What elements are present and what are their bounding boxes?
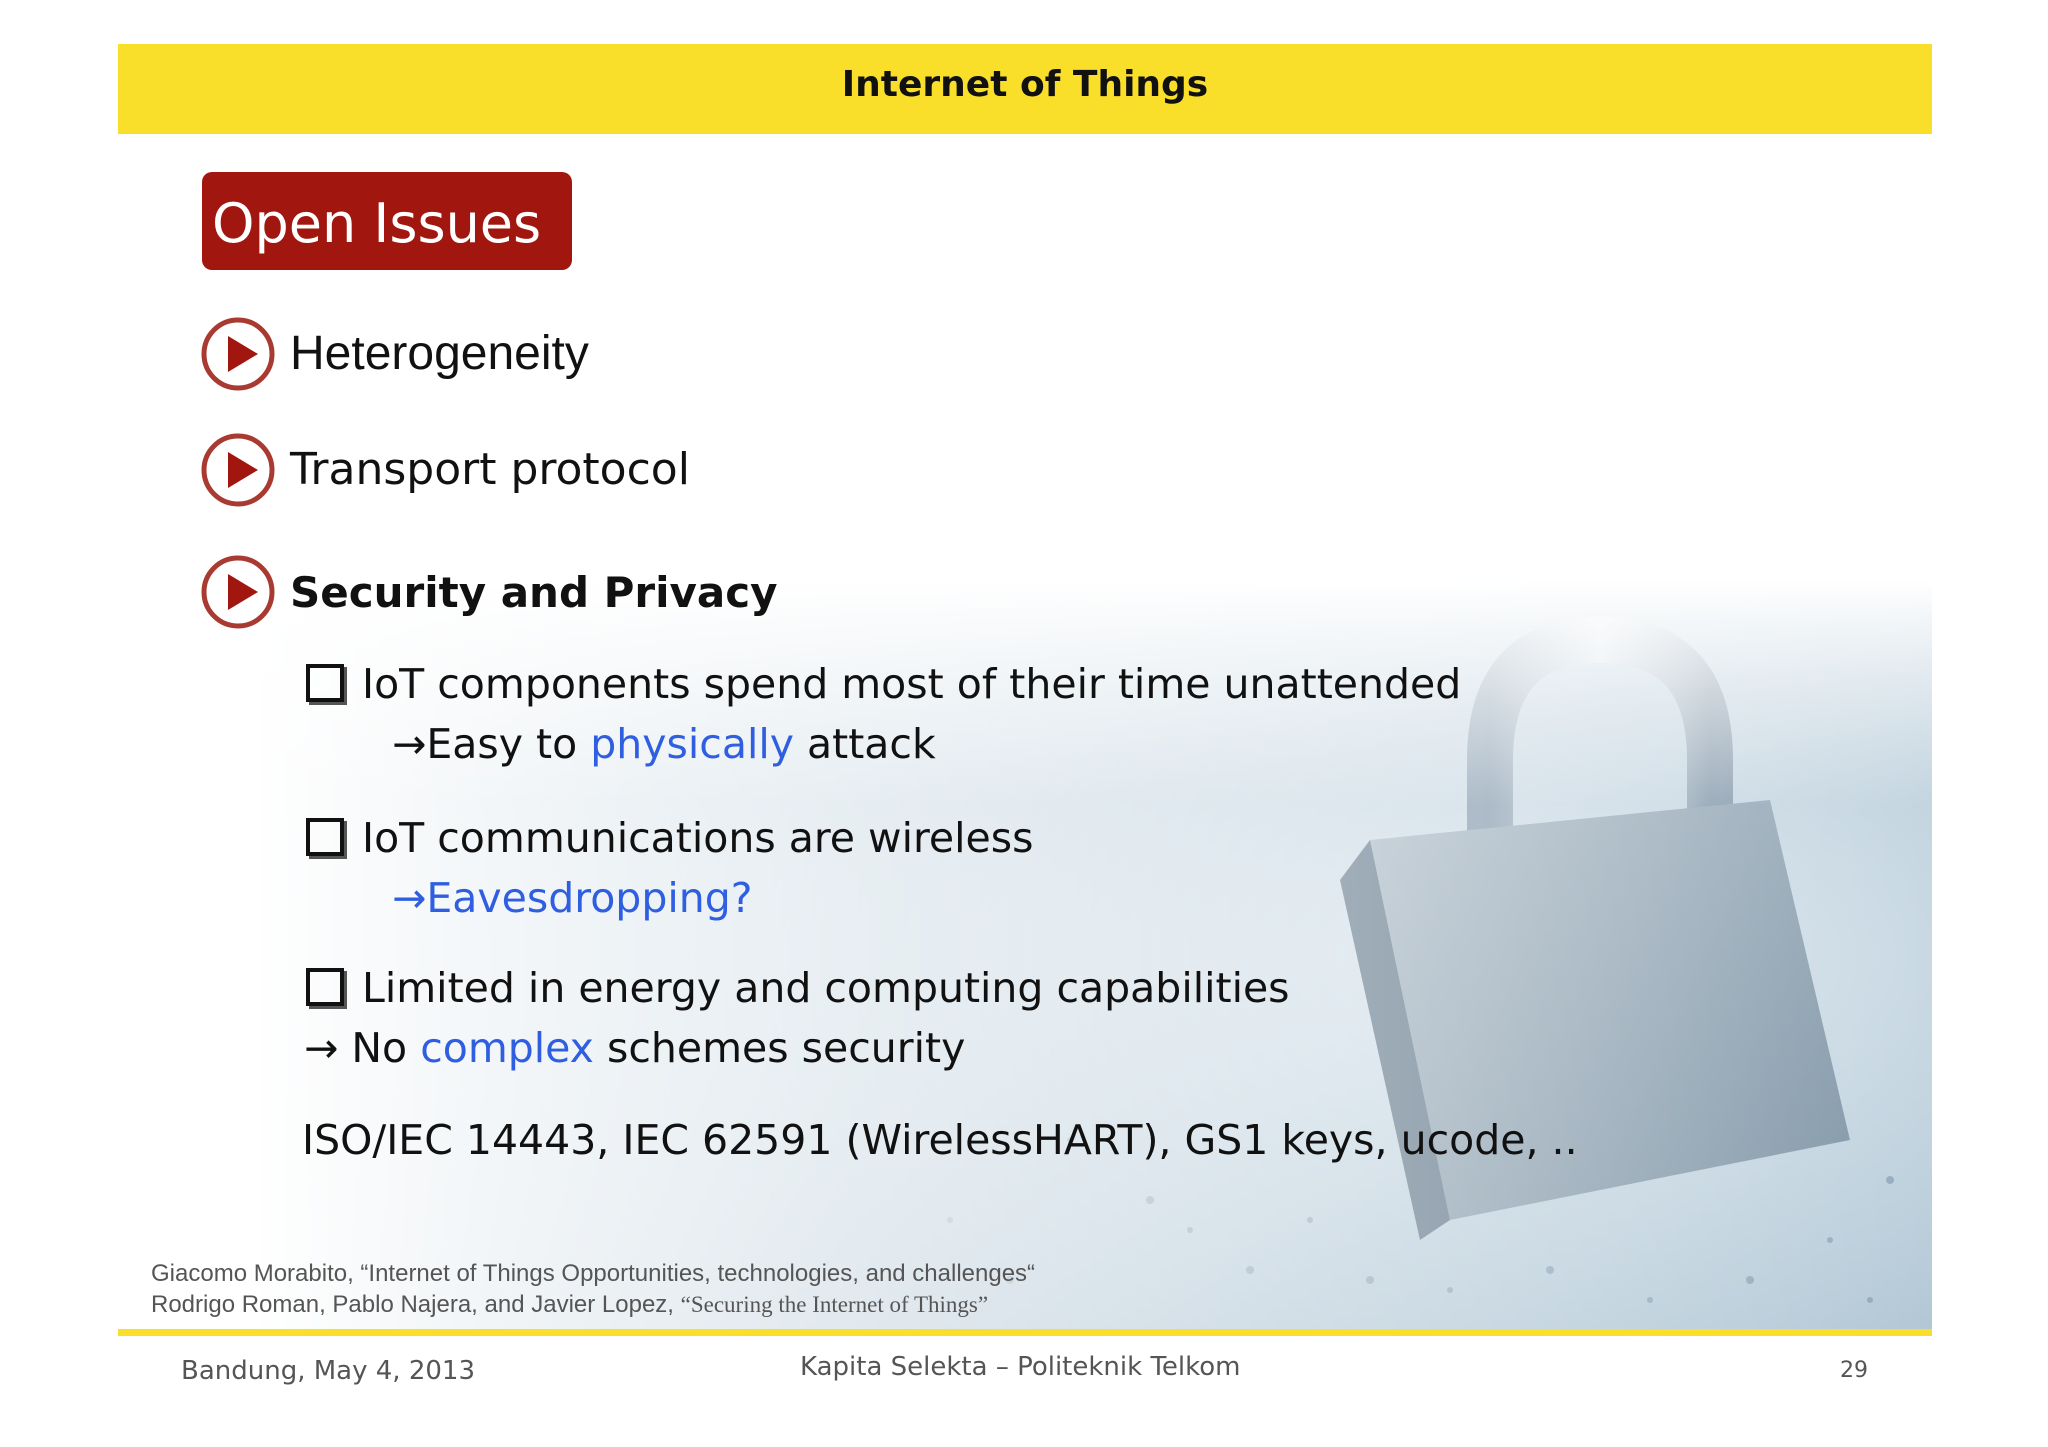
sub-item-unattended: IoT components spend most of their time unattended	[306, 660, 1461, 708]
footer-date: Bandung, May 4, 2013	[181, 1356, 475, 1386]
header-title: Internet of Things	[841, 64, 1209, 105]
sub-item-physical-attack: →Easy to physically attack	[392, 720, 936, 768]
bullet-security-privacy: Security and Privacy	[290, 568, 778, 617]
header-bar	[118, 44, 1932, 134]
sub-item-limited-energy: Limited in energy and computing capabilities	[306, 964, 1290, 1012]
slide-title: Open Issues	[212, 192, 542, 255]
footer-course: Kapita Selekta – Politeknik Telkom	[800, 1352, 1241, 1382]
sub-item-no-complex: → No complex schemes security	[304, 1024, 966, 1072]
sub-item-eavesdropping: →Eavesdropping?	[392, 874, 753, 922]
standards-line: ISO/IEC 14443, IEC 62591 (WirelessHART), GS1 keys, ucode, ..	[302, 1116, 1578, 1164]
play-bullet-icon	[200, 432, 276, 508]
play-bullet-icon	[200, 316, 276, 392]
bullet-transport-protocol: Transport protocol	[290, 444, 690, 495]
bullet-heterogeneity: Heterogeneity	[290, 327, 589, 380]
checkbox-bullet-icon	[306, 968, 344, 1006]
page-number: 29	[1840, 1358, 1868, 1383]
play-bullet-icon	[200, 554, 276, 630]
sub-item-wireless: IoT communications are wireless	[306, 814, 1034, 862]
arrow-icon: →	[392, 720, 427, 768]
arrow-icon: →	[304, 1024, 339, 1072]
checkbox-bullet-icon	[306, 818, 344, 856]
footer-divider	[118, 1329, 1932, 1336]
arrow-icon: →	[392, 874, 427, 922]
reference-roman: Rodrigo Roman, Pablo Najera, and Javier Lopez, “Securing the Internet of Things”	[151, 1291, 989, 1318]
reference-morabito: Giacomo Morabito, “Internet of Things Opportunities, technologies, and challenges“	[151, 1260, 1036, 1287]
checkbox-bullet-icon	[306, 664, 344, 702]
slide-title-box	[202, 172, 572, 270]
